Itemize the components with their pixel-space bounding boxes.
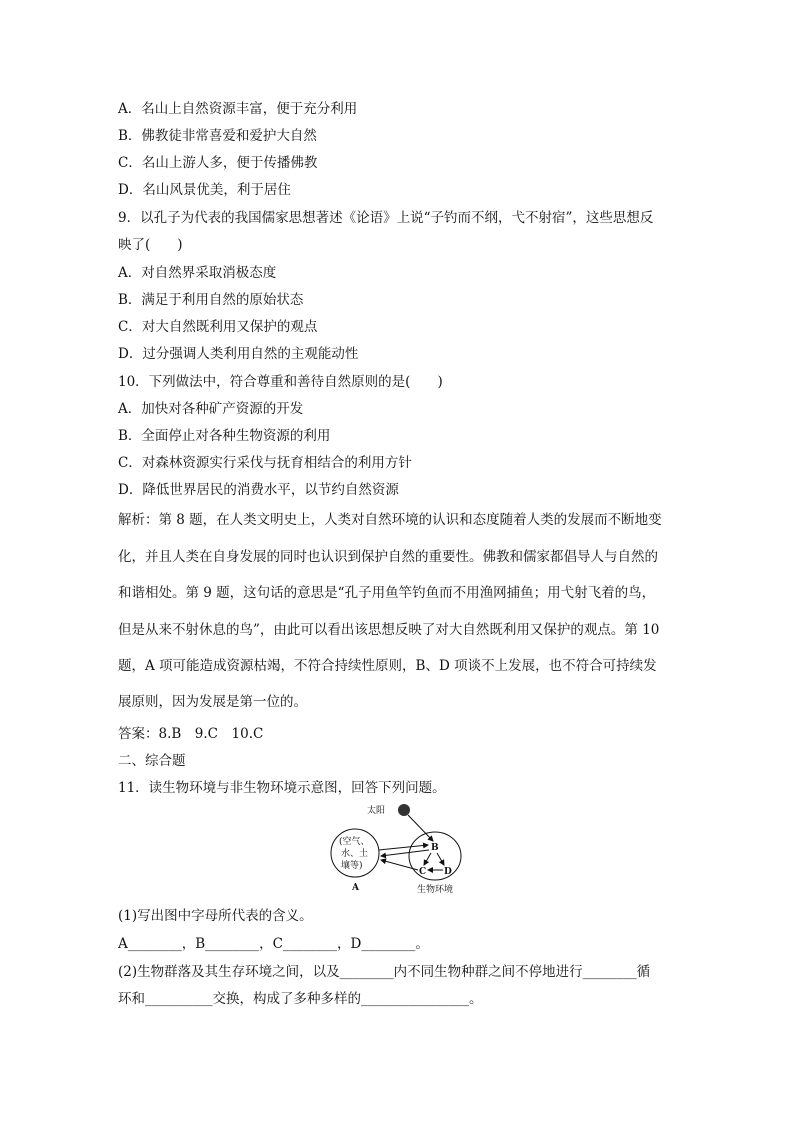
sun-label: 太阳 — [367, 806, 386, 816]
biotic-environment-circle — [409, 832, 461, 880]
q9-option-c: C．对大自然既利用又保护的观点 — [118, 319, 318, 335]
answer-line: 答案：8.B 9.C 10.C — [118, 726, 264, 742]
q10-option-c: C．对森林资源实行采伐与抚育相结合的利用方针 — [118, 455, 412, 471]
arrow-a-to-b — [379, 845, 428, 850]
q9-stem-line1: 9．以孔子为代表的我国儒家思想著述《论语》上说“子钓而不纲，弋不射宿”，这些思想反 — [118, 210, 654, 226]
q10-stem: 10．下列做法中，符合尊重和善待自然原则的是( ) — [118, 374, 443, 390]
circle-a-line3: 壤等) — [341, 861, 363, 871]
q9-stem-line2: 映了( ) — [118, 237, 183, 253]
explanation-line2: 化，并且人类在自身发展的同时也认识到保护自然的重要性。佛教和儒家都倡导人与自然的 — [118, 549, 658, 565]
node-c: C — [419, 867, 427, 877]
circle-a-line2: 水、土 — [341, 849, 369, 859]
bio-env-label: 生物环境 — [417, 885, 454, 895]
q10-option-d: D．降低世界居民的消费水平，以节约自然资源 — [118, 482, 399, 498]
q11-sub1: (1)写出图中字母所代表的含义。 — [118, 908, 313, 924]
arrow-b-to-d — [437, 853, 444, 865]
q9-option-a: A．对自然界采取消极态度 — [118, 265, 277, 281]
node-d: D — [444, 867, 452, 877]
arrow-b-to-c — [424, 853, 431, 865]
q8-option-c: C．名山上游人多，便于传播佛教 — [118, 155, 318, 171]
explanation-line6: 展原则，因为发展是第一位的。 — [118, 694, 307, 710]
environment-diagram — [325, 798, 475, 898]
q8-option-b: B．佛教徒非常喜爱和爱护大自然 — [118, 128, 317, 144]
node-b: B — [431, 843, 439, 853]
q8-option-d: D．名山风景优美，利于居住 — [118, 182, 291, 198]
q9-option-d: D．过分强调人类利用自然的主观能动性 — [118, 346, 359, 362]
q11-sub1-blanks: A________，B________，C________，D________。 — [118, 936, 429, 952]
arrow-b-to-a — [381, 850, 429, 856]
explanation-line5: 题，A 项可能造成资源枯竭，不符合持续性原则，B、D 项谈不上发展，也不符合可持续发 — [118, 658, 657, 674]
q11-sub2-line2: 环和__________交换，构成了多种多样的________________。 — [118, 991, 483, 1007]
q9-option-b: B．满足于利用自然的原始状态 — [118, 292, 304, 308]
q10-option-a: A．加快对各种矿产资源的开发 — [118, 401, 304, 417]
explanation-line4: 但是从来不射休息的鸟”，由此可以看出该思想反映了对大自然既利用又保护的观点。第 10 — [118, 622, 660, 638]
q11-stem: 11．读生物环境与非生物环境示意图，回答下列问题。 — [118, 780, 446, 796]
q10-option-b: B．全面停止对各种生物资源的利用 — [118, 428, 331, 444]
explanation-line3: 和谐相处。第 9 题，这句话的意思是“孔子用鱼竿钓鱼而不用渔网捕鱼；用弋射飞着的鸟， — [118, 585, 656, 601]
explanation-line1: 解析：第 8 题，在人类文明史上，人类对自然环境的认识和态度随着人类的发展而不断地变 — [118, 512, 662, 528]
arrow-c-to-a — [381, 860, 418, 870]
label-a: A — [352, 883, 359, 893]
q8-option-a: A．名山上自然资源丰富，便于充分利用 — [118, 101, 358, 117]
sun-icon — [398, 804, 410, 816]
arrow-sun-to-b — [408, 815, 433, 841]
q11-sub2-line1: (2)生物群落及其生存环境之间，以及________内不同生物种群之间不停地进行________循 — [118, 964, 651, 980]
circle-a-line1: (空气、 — [339, 837, 370, 847]
section-title: 二、综合题 — [118, 753, 186, 769]
